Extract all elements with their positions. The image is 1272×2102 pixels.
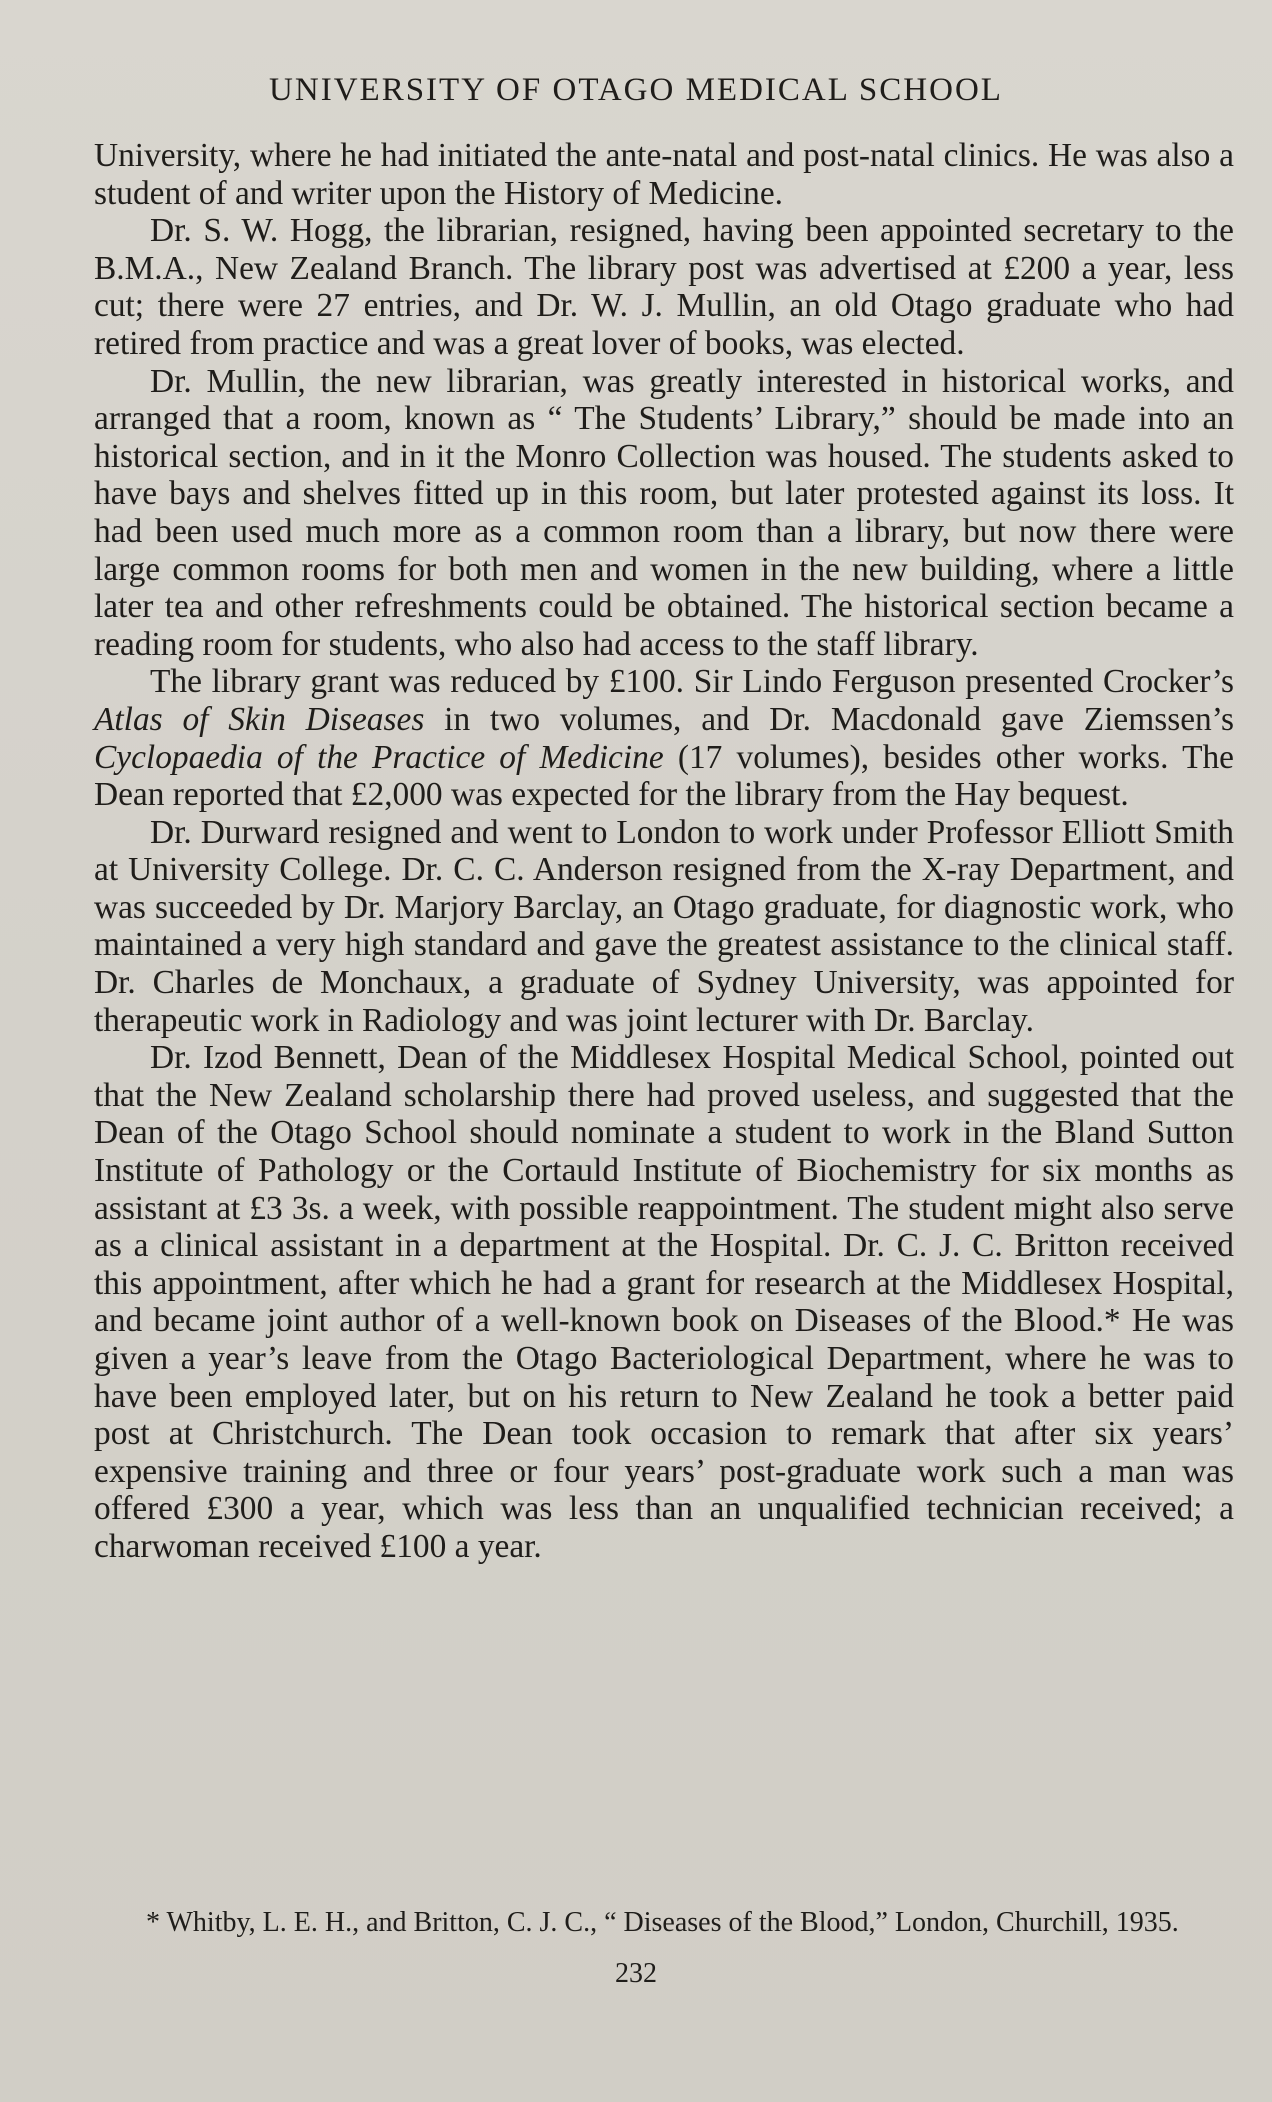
paragraph — [94, 363, 1234, 664]
page-number: 232 — [615, 1958, 657, 1989]
paragraph — [94, 212, 1234, 362]
paragraph-text: Dr. S. W. Hogg, the librarian, resigned, having been appointed secretary to the B.M.A., New Zealand Branch. The library post was advertised at £200 a year, less cut; there were 27 entries, and Dr. W. J. Mullin, an old Otago graduate who had retired from practice and was a great lover of books, was elected. — [94, 212, 1234, 362]
paragraph — [94, 663, 1234, 813]
italic-title: Atlas of Skin Diseases — [94, 700, 425, 738]
paragraph — [94, 137, 1234, 212]
paragraph-text: Dr. Durward resigned and went to London to work under Professor Elliott Smith at University College. Dr. C. C. Anderson resigned from the X-ray Department, and was succeeded by Dr. Marjory Barclay, an Otago graduate, for diagnostic work, who maintained a very high standard and gave the greatest assistance to the clinical staff. Dr. Charles de Monchaux, a graduate of Sydney University, was appointed for therapeutic work in Radiology and was joint lecturer with Dr. Barclay. — [94, 813, 1234, 1039]
footnote: * Whitby, L. E. H., and Britton, C. J. C., “ Diseases of the Blood,” London, Churchill, 1935. — [146, 1907, 1179, 1938]
paragraph-text: Dr. Mullin, the new librarian, was greatly interested in historical works, and arranged that a room, known as “ The Students’ Library,” should be made into an historical section, and in it the Monro Collection was housed. The students asked to have bays and shelves fitted up in this room, but later protested against its loss. It had been used much more as a common room than a library, but now there were large common rooms for both men and women in the new building, where a little later tea and other refreshments could be obtained. The historical section became a reading room for students, who also had access to the staff library. — [94, 362, 1234, 663]
italic-title: Cyclopaedia of the Practice of Medicine — [94, 738, 664, 776]
paragraph — [94, 814, 1234, 1040]
body-text — [94, 137, 1234, 1566]
paragraph-text: in two volumes, and Dr. Macdonald gave Ziemssen’s — [424, 700, 1234, 738]
paragraph-text: University, where he had initiated the ante-natal and post-natal clinics. He was also a student of and writer upon the History of Medicine. — [94, 137, 1234, 212]
paragraph-text: (17 volumes), besides other works. The Dean reported that £2,000 was expected for the library from the Hay bequest. — [94, 738, 1234, 814]
paragraph — [94, 1039, 1234, 1565]
running-head: UNIVERSITY OF OTAGO MEDICAL SCHOOL — [269, 72, 1003, 108]
paragraph-text: The library grant was reduced by £100. Sir Lindo Ferguson presented Crocker’s — [150, 663, 1234, 701]
paragraph-text: Dr. Izod Bennett, Dean of the Middlesex Hospital Medical School, pointed out that the New Zealand scholarship there had proved useless, and suggested that the Dean of the Otago School should nominate a student to work in the Bland Sutton Institute of Pathology or the Cortauld Institute of Biochemistry for six months as assistant at £3 3s. a week, with possible reappointment. The student might also serve as a clinical assistant in a department at the Hospital. Dr. C. J. C. Britton received this appointment, after which he had a grant for research at the Middlesex Hospital, and became joint author of a well-known book on Diseases of the Blood.* He was given a year’s leave from the Otago Bacteriological Department, where he was to have been employed later, but on his return to New Zealand he took a better paid post at Christchurch. The Dean took occasion to remark that after six years’ expensive training and three or four years’ post-graduate work such a man was offered £300 a year, which was less than an unqualified technician received; a charwoman received £100 a year. — [94, 1039, 1234, 1565]
